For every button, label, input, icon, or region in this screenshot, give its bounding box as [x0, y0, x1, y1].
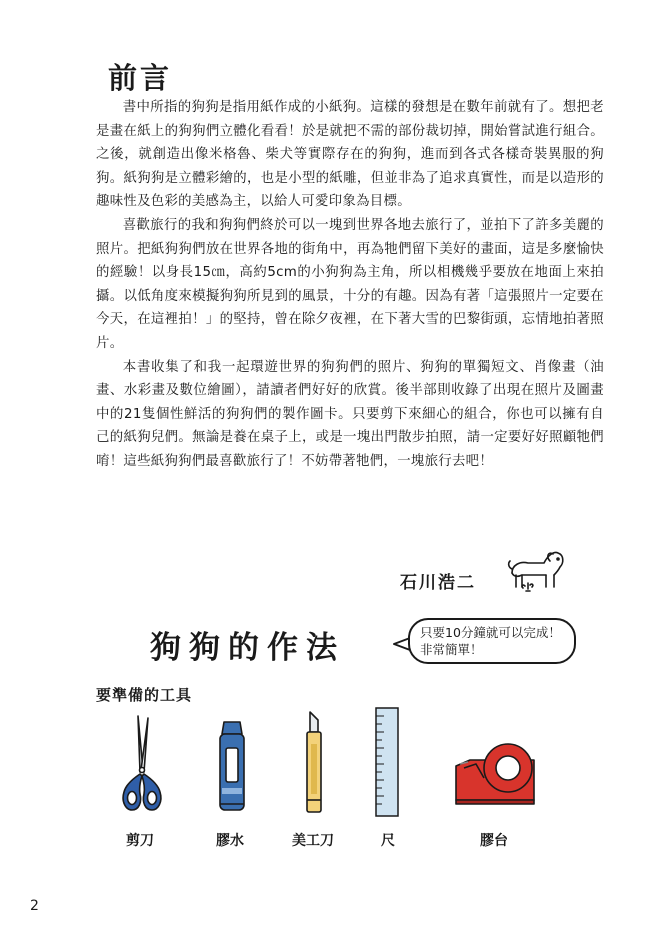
tools-heading: 要準備的工具 — [96, 686, 193, 704]
preface-paragraph-1: 書中所指的狗狗是指用紙作成的小紙狗。這樣的發想是在數年前就有了。想把老是畫在紙上的狗狗們立體化看看！於是就把不需的部份裁切掉，開始嘗試進行組合。之後，就創造出像米格魯、柴犬等實際存在的狗狗，進而到各式各樣奇裝異服的狗狗。紙狗狗是立體彩繪的，也是小型的紙雕，但並非為了追求真實性，而是以造形的趣味性及色彩的美感為主，以給人可愛印象為目標。 — [96, 100, 604, 210]
dog-doodle-icon — [506, 545, 568, 597]
preface-heading: 前言 — [108, 61, 173, 95]
tool-label-glue: 膠水 — [216, 833, 244, 849]
page-number: 2 — [30, 898, 39, 914]
ruler-icon — [370, 706, 404, 818]
author-name: 石川浩二 — [400, 573, 476, 593]
bubble-line-2: 非常簡單！ — [420, 642, 483, 657]
tool-label-ruler: 尺 — [381, 833, 395, 849]
howto-title: 狗狗的作法 — [150, 630, 345, 666]
tool-label-tape-dispenser: 膠台 — [480, 833, 508, 849]
tape-dispenser-icon — [450, 738, 540, 808]
speech-bubble — [408, 618, 576, 664]
tool-label-scissors: 剪刀 — [126, 833, 154, 849]
tool-label-utility-knife: 美工刀 — [292, 833, 334, 849]
utility-knife-icon — [298, 710, 330, 816]
preface-body — [96, 96, 604, 474]
glue-icon — [212, 718, 252, 816]
preface-paragraph-3: 本書收集了和我一起環遊世界的狗狗們的照片、狗狗的單獨短文、肖像畫（油畫、水彩畫及數位繪圖），請讀者們好好的欣賞。後半部則收錄了出現在照片及圖畫中的21隻個性鮮活的狗狗們的製作圖卡。只要剪下來細心的組合，你也可以擁有自己的紙狗兒們。無論是養在桌子上，或是一塊出門散步拍照，請一定要好好照顧牠們唷！這些紙狗狗們最喜歡旅行了！不妨帶著牠們，一塊旅行去吧！ — [96, 359, 604, 469]
scissors-icon — [112, 712, 172, 818]
preface-paragraph-2: 喜歡旅行的我和狗狗們終於可以一塊到世界各地去旅行了，並拍下了許多美麗的照片。把紙狗狗們放在世界各地的街角中，再為牠們留下美好的畫面，這是多麼愉快的經驗！以身長15㎝，高約5cm的小狗狗為主角，所以相機幾乎要放在地面上來拍攝。以低角度來模擬狗狗所見到的風景，十分的有趣。因為有著「這張照片一定要在今天，在這裡拍！」的堅持，曾在除夕夜裡，在下著大雪的巴黎街頭，忘情地拍著照片。 — [96, 217, 604, 351]
bubble-line-1: 只要10分鐘就可以完成！ — [420, 625, 561, 640]
